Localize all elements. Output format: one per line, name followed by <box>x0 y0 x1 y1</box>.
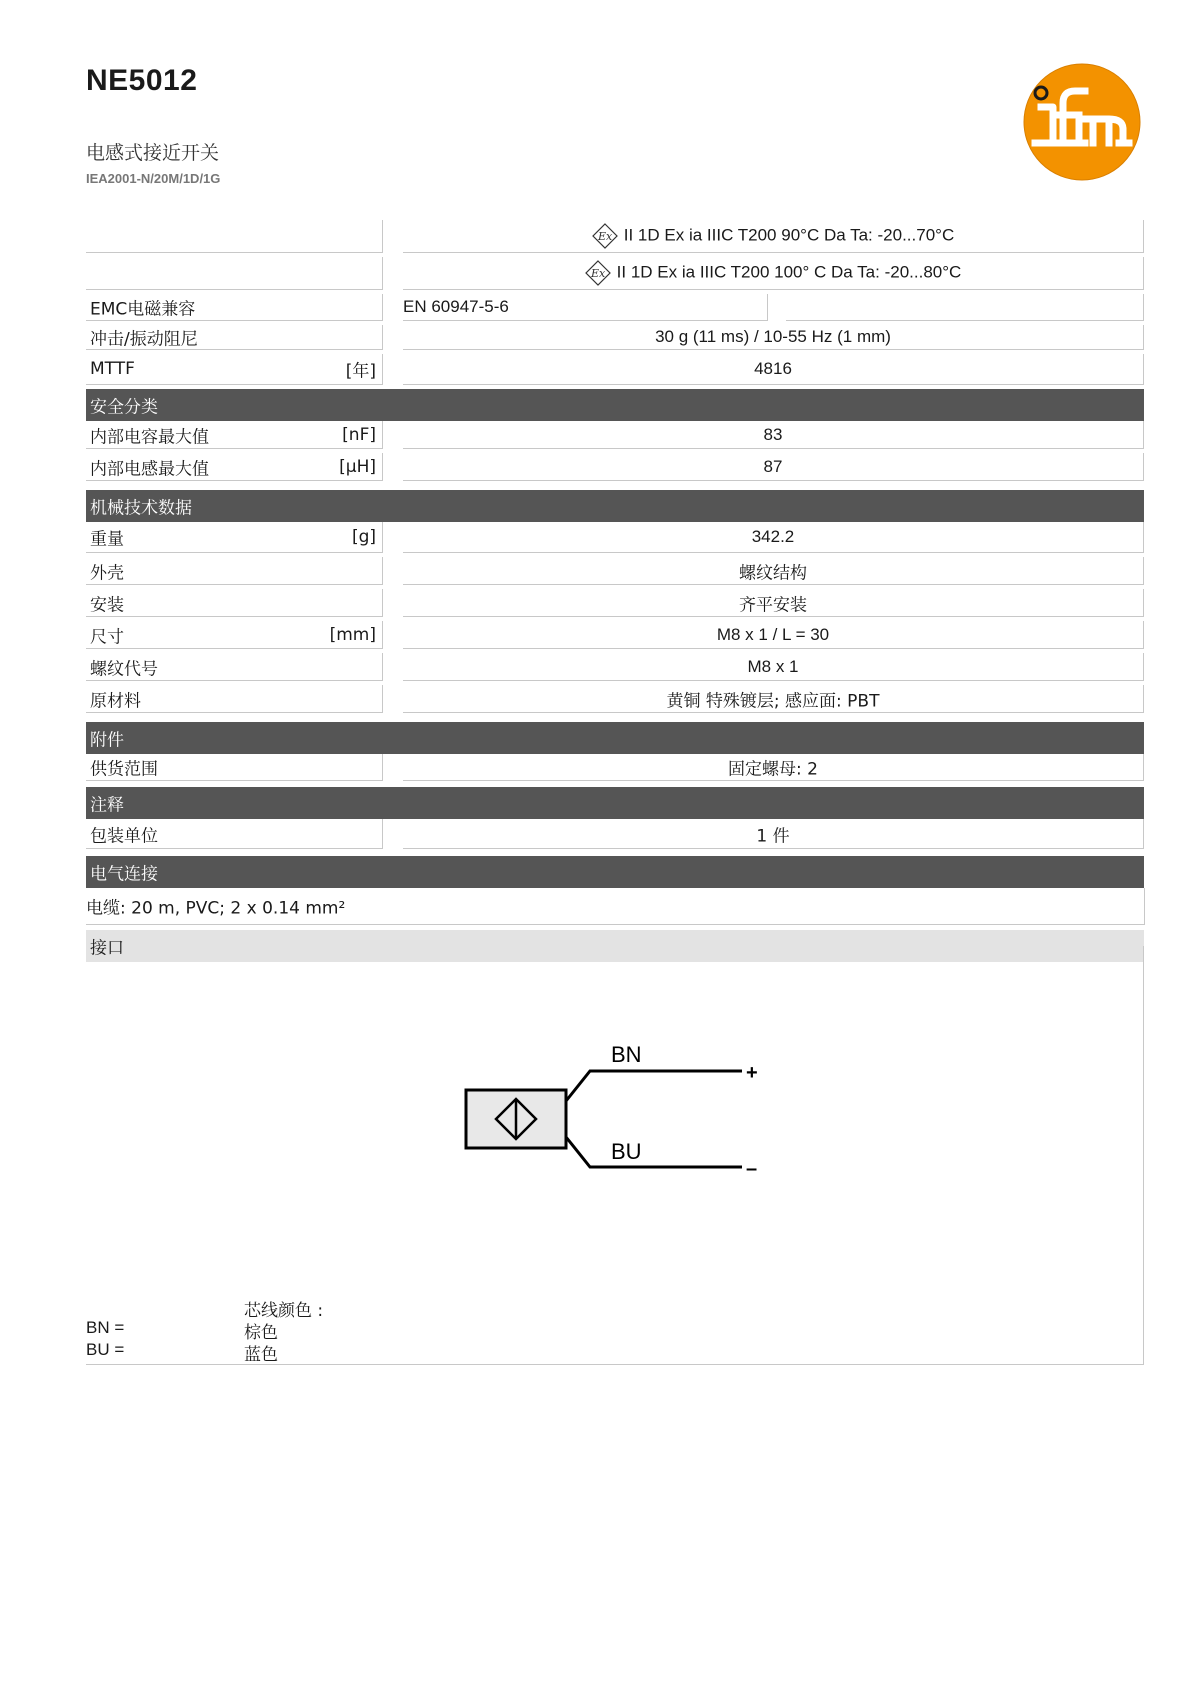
mttf-unit: [年] <box>345 361 376 382</box>
mttf-row <box>86 354 1144 389</box>
mechanical-label: 螺纹代号 <box>90 659 158 679</box>
ex-icon <box>585 260 611 286</box>
atex-row-1 <box>86 220 1144 257</box>
mechanical-label: 外壳 <box>90 563 124 583</box>
atex-value-cell-2 <box>403 257 1144 290</box>
shock-row <box>86 325 1144 354</box>
emc-value: EN 60947-5-6 <box>403 297 509 316</box>
safety-unit: [nF] <box>342 424 376 445</box>
mechanical-value: 螺纹结构 <box>739 563 807 582</box>
notes-row <box>86 819 1144 853</box>
legend-color-bu: 蓝色 <box>244 1345 278 1365</box>
section-safety: 安全分类 <box>86 389 1144 421</box>
mechanical-label: 原材料 <box>90 691 141 711</box>
safety-row <box>86 421 1144 453</box>
mechanical-value: 342.2 <box>751 527 795 546</box>
wiring-diagram <box>460 1035 780 1200</box>
legend-code-bu: BU = <box>86 1340 125 1359</box>
emc-label: EMC电磁兼容 <box>90 299 196 320</box>
legend-color-bn: 棕色 <box>244 1323 278 1343</box>
svg-text:Ex: Ex <box>590 267 605 280</box>
notes-label: 包装单位 <box>90 826 158 846</box>
mechanical-value: M8 x 1 / L = 30 <box>716 624 830 644</box>
product-subtitle: 电感式接近开关 <box>86 142 220 164</box>
safety-label: 内部电容最大值 <box>90 427 209 447</box>
mechanical-row <box>86 653 1144 685</box>
emc-empty-cell <box>786 294 1144 321</box>
atex-text-2: II 1D Ex ia IIIC T200 100° C Da Ta: -20...80°C <box>616 262 962 282</box>
svg-text:Ex: Ex <box>597 230 612 243</box>
mechanical-row <box>86 589 1144 621</box>
mechanical-value: 齐平安装 <box>739 595 807 614</box>
mttf-value: 4816 <box>754 359 792 378</box>
atex-value-cell-1 <box>403 220 1144 253</box>
section-accessories: 附件 <box>86 722 1144 754</box>
interface-header: 接口 <box>86 930 1144 962</box>
section-mechanical: 机械技术数据 <box>86 490 1144 522</box>
safety-value: 83 <box>763 424 783 444</box>
wire-top-label: BN <box>611 1042 642 1067</box>
safety-unit: [µH] <box>339 456 376 477</box>
mechanical-label: 尺寸 <box>90 627 124 647</box>
safety-label: 内部电感最大值 <box>90 459 209 479</box>
mechanical-row <box>86 522 1144 557</box>
product-title: NE5012 <box>86 64 198 97</box>
legend-heading: 芯线颜色 : <box>244 1301 324 1321</box>
polarity-minus: – <box>746 1158 758 1180</box>
emc-row <box>86 294 1144 325</box>
mechanical-row <box>86 685 1144 717</box>
shock-label: 冲击/振动阻尼 <box>90 329 198 350</box>
cable-spec: 电缆: 20 m, PVC; 2 x 0.14 mm² <box>86 898 346 919</box>
mechanical-unit: [g] <box>351 527 376 547</box>
wire-bu <box>566 1137 742 1167</box>
mttf-label: MTTF <box>90 359 135 379</box>
cable-row <box>86 888 1145 925</box>
polarity-plus: + <box>746 1062 758 1084</box>
accessories-label: 供货范围 <box>90 759 158 780</box>
wire-bn <box>566 1071 742 1101</box>
safety-row <box>86 453 1144 485</box>
mechanical-value: M8 x 1 <box>747 656 799 676</box>
atex-label-cell-2 <box>86 257 383 290</box>
ex-icon <box>592 223 618 249</box>
order-code: IEA2001-N/20M/1D/1G <box>86 171 221 186</box>
wire-bottom-label: BU <box>611 1139 642 1164</box>
mechanical-row <box>86 621 1144 653</box>
section-notes: 注释 <box>86 787 1144 819</box>
safety-value: 87 <box>763 456 783 476</box>
mechanical-value: 黄铜 特殊镀层; 感应面: PBT <box>666 691 880 711</box>
ifm-logo <box>1023 63 1141 181</box>
mechanical-label: 安装 <box>90 595 124 615</box>
shock-value: 30 g (11 ms) / 10-55 Hz (1 mm) <box>655 327 891 346</box>
mechanical-label: 重量 <box>90 529 124 550</box>
section-electrical: 电气连接 <box>86 856 1144 888</box>
mechanical-row <box>86 557 1144 589</box>
atex-row-2 <box>86 257 1144 294</box>
mechanical-unit: [mm] <box>329 624 376 645</box>
accessories-value: 固定螺母: 2 <box>728 759 818 780</box>
notes-value: 1 件 <box>756 826 790 846</box>
legend-code-bn: BN = <box>86 1318 125 1337</box>
atex-text-1: II 1D Ex ia IIIC T200 90°C Da Ta: -20...70°C <box>623 225 955 245</box>
atex-label-cell-1 <box>86 220 383 253</box>
accessories-row <box>86 754 1144 785</box>
